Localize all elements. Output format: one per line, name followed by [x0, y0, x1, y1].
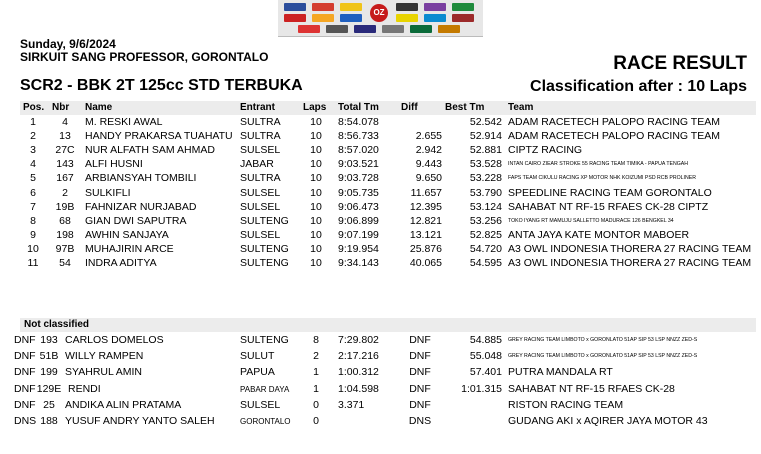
cell-laps: 10: [310, 257, 322, 269]
cell-laps: 1: [313, 382, 319, 395]
table-header: [20, 101, 756, 115]
cell-laps: 10: [310, 158, 322, 171]
not-classified-header: [20, 318, 756, 332]
cell-best: 53.790: [469, 186, 502, 199]
venue-name: SIRKUIT SANG PROFESSOR, GORONTALO: [20, 50, 269, 64]
cell-total: 2:17.216: [338, 350, 379, 363]
event-date: Sunday, 9/6/2024: [20, 37, 116, 51]
cell-team: RISTON RACING TEAM: [508, 398, 624, 411]
cell-nbr: 193: [40, 334, 58, 346]
cell-team: SAHABAT NT RF-15 RFAES CK-28: [508, 382, 675, 395]
cell-entrant: PAPUA: [240, 366, 275, 379]
cell-best: 1:01.315: [461, 382, 502, 395]
cell-pos: DNF: [14, 334, 36, 346]
sponsor-oz-logo: OZ: [370, 4, 388, 22]
cell-diff: 40.065: [409, 257, 442, 269]
sponsor-logo: [340, 14, 362, 22]
cell-diff: DNF: [409, 350, 431, 363]
sponsor-logo: [410, 25, 432, 33]
cell-team: GREY RACING TEAM LIMBOTO x GORONLATO 51AP SIP 53 LSP NNZZ ZED-S: [508, 353, 698, 360]
cell-pos: 2: [30, 130, 36, 143]
sponsor-logo: [326, 25, 348, 33]
cell-diff: 12.395: [409, 200, 442, 213]
cell-nbr: 19B: [55, 200, 75, 213]
table-row: [20, 116, 756, 131]
cell-nbr: 129E: [36, 382, 62, 395]
cell-name: WILLY RAMPEN: [65, 350, 144, 363]
col-laps: Laps: [303, 102, 327, 113]
cell-diff: DNS: [408, 415, 432, 427]
cell-pos: 7: [30, 200, 36, 213]
table-row: [20, 201, 756, 216]
cell-laps: 0: [313, 415, 319, 427]
cell-nbr: 167: [56, 172, 74, 185]
cell-team: SAHABAT NT RF-15 RFAES CK-28 CIPTZ: [508, 200, 709, 213]
cell-total: 8:56.733: [338, 130, 379, 143]
cell-nbr: 25: [43, 398, 55, 411]
col-team: Team: [508, 102, 534, 113]
cell-team: CIPTZ RACING: [508, 144, 583, 157]
cell-total: 9:03.521: [338, 158, 379, 171]
cell-pos: 4: [30, 158, 36, 171]
cell-nbr: 198: [56, 228, 74, 241]
cell-entrant: SULSEL: [240, 398, 281, 411]
cell-diff: 12.821: [409, 214, 442, 227]
cell-best: 53.256: [469, 214, 502, 227]
cell-total: 9:06.473: [338, 200, 379, 213]
cell-laps: 10: [310, 116, 322, 128]
cell-pos: DNS: [14, 415, 37, 427]
cell-best: 53.228: [469, 172, 502, 185]
sponsor-logo: [438, 25, 460, 33]
cell-entrant: SULSEL: [240, 228, 281, 241]
cell-entrant: SULTRA: [240, 130, 281, 143]
cell-name: HANDY PRAKARSA TUAHATU: [85, 130, 233, 143]
table-row: [20, 257, 756, 272]
cell-entrant: SULTENG: [240, 257, 289, 269]
cell-diff: DNF: [409, 366, 431, 379]
cell-name: SULKIFLI: [85, 186, 131, 199]
cell-total: 9:06.899: [338, 214, 379, 227]
cell-team: GREY RACING TEAM LIMBOTO x GORONLATO 51AP SIP 53 LSP NNZZ ZED-S: [508, 337, 698, 343]
cell-name: CARLOS DOMELOS: [65, 334, 164, 346]
cell-best: 52.542: [469, 116, 502, 128]
cell-diff: 13.121: [409, 228, 442, 241]
cell-nbr: 2: [62, 186, 68, 199]
cell-nbr: 97B: [55, 242, 75, 255]
cell-pos: 5: [30, 172, 36, 185]
cell-diff: DNF: [409, 382, 431, 395]
cell-name: RENDI: [68, 382, 101, 395]
cell-laps: 10: [310, 200, 322, 213]
cell-nbr: 54: [59, 257, 71, 269]
cell-best: 57.401: [469, 366, 502, 379]
sponsor-banner: [278, 0, 483, 37]
cell-pos: 10: [27, 242, 39, 255]
cell-team: A3 OWL INDONESIA THORERA 27 RACING TEAM: [508, 242, 752, 255]
cell-diff: DNF: [409, 334, 431, 346]
table-row: [14, 366, 756, 381]
cell-entrant: PABAR DAYA: [240, 384, 290, 394]
cell-name: FAHNIZAR NURJABAD: [85, 200, 197, 213]
sponsor-logo: [284, 14, 306, 22]
cell-team: ADAM RACETECH PALOPO RACING TEAM: [508, 116, 720, 128]
col-pos: Pos.: [23, 102, 45, 113]
cell-best: 52.881: [469, 144, 502, 157]
cell-name: GIAN DWI SAPUTRA: [85, 214, 187, 227]
table-row: [14, 334, 756, 349]
col-nbr: Nbr: [52, 102, 70, 113]
sponsor-logo: [452, 14, 474, 22]
cell-team: ADAM RACETECH PALOPO RACING TEAM: [508, 130, 720, 143]
cell-name: M. RESKI AWAL: [85, 116, 163, 128]
cell-total: 9:19.954: [338, 242, 379, 255]
cell-team: A3 OWL INDONESIA THORERA 27 RACING TEAM: [508, 257, 752, 269]
cell-team: SPEEDLINE RACING TEAM GORONTALO: [508, 186, 712, 199]
cell-best: 53.124: [469, 200, 502, 213]
cell-best: 54.595: [469, 257, 502, 269]
cell-diff: 11.657: [410, 186, 442, 199]
cell-entrant: SULTENG: [240, 214, 289, 227]
cell-entrant: SULTRA: [240, 116, 281, 128]
sponsor-logo: [354, 25, 376, 33]
cell-team: PUTRA MANDALA RT: [508, 366, 613, 379]
cell-pos: 11: [27, 257, 39, 269]
sponsor-logo: [340, 3, 362, 11]
table-row: [20, 158, 756, 173]
cell-entrant: SULTENG: [240, 242, 289, 255]
cell-best: 53.528: [469, 158, 502, 171]
cell-nbr: 13: [59, 130, 71, 143]
cell-name: ANDIKA ALIN PRATAMA: [65, 398, 182, 411]
cell-entrant: SULTENG: [240, 334, 289, 346]
sponsor-logo: [382, 25, 404, 33]
col-entrant: Entrant: [240, 102, 275, 113]
sponsor-logo: [396, 14, 418, 22]
cell-nbr: 68: [59, 214, 71, 227]
not-classified-label: Not classified: [24, 319, 90, 330]
cell-laps: 10: [310, 186, 322, 199]
cell-laps: 2: [313, 350, 319, 363]
table-row: [20, 229, 756, 244]
sponsor-logo: [312, 3, 334, 11]
cell-nbr: 27C: [55, 144, 75, 157]
sponsor-logo: [424, 3, 446, 11]
cell-best: 54.885: [469, 334, 502, 346]
cell-pos: 1: [30, 116, 36, 128]
cell-entrant: GORONTALO: [240, 417, 291, 426]
cell-diff: 9.650: [415, 172, 442, 185]
table-row: [20, 130, 756, 145]
cell-diff: DNF: [409, 398, 431, 411]
cell-diff: 2.942: [415, 144, 442, 157]
col-name: Name: [85, 102, 113, 113]
cell-laps: 10: [310, 172, 322, 185]
cell-nbr: 4: [62, 116, 68, 128]
sponsor-logo: [424, 14, 446, 22]
cell-pos: DNF: [14, 350, 36, 363]
cell-name: INDRA ADITYA: [85, 257, 157, 269]
cell-name: ALFI HUSNI: [85, 158, 143, 171]
cell-pos: 8: [30, 214, 36, 227]
cell-pos: 3: [30, 144, 36, 157]
cell-total: 9:07.199: [338, 228, 379, 241]
cell-pos: DNF: [14, 366, 36, 379]
cell-best: 52.914: [469, 130, 502, 143]
cell-name: NUR ALFATH SAM AHMAD: [85, 144, 215, 157]
table-row: [14, 382, 756, 398]
sponsor-logo: [298, 25, 320, 33]
event-name: SCR2 - BBK 2T 125cc STD TERBUKA: [20, 77, 303, 94]
cell-laps: 1: [313, 366, 319, 379]
cell-total: 7:29.802: [338, 334, 379, 346]
cell-laps: 10: [310, 214, 322, 227]
cell-best: 55.048: [469, 350, 502, 363]
cell-diff: 9.443: [415, 158, 442, 171]
cell-entrant: SULTRA: [240, 172, 281, 185]
cell-team: ANTA JAYA KATE MONTOR MABOER: [508, 228, 690, 241]
col-best: Best Tm: [445, 102, 485, 113]
cell-team: INTAN CAIRO ZIEAR STROKE 55 RACING TEAM TIMIKA - PAPUA TENGAH: [508, 161, 688, 168]
cell-entrant: SULSEL: [240, 144, 281, 157]
sponsor-logo: [452, 3, 474, 11]
cell-entrant: SULSEL: [240, 186, 281, 199]
col-diff: Diff: [401, 102, 418, 113]
cell-total: 1:04.598: [338, 382, 379, 395]
cell-best: 54.720: [469, 242, 502, 255]
cell-laps: 10: [310, 144, 322, 157]
document-title: RACE RESULT: [613, 53, 747, 74]
cell-entrant: SULSEL: [240, 200, 281, 213]
table-row: [20, 187, 756, 202]
cell-best: 52.825: [469, 228, 502, 241]
cell-nbr: 51B: [39, 350, 59, 363]
cell-pos: DNF: [14, 382, 36, 395]
cell-team: TOKO IYANG RT MAMUJU SALLETTO MADURACE 126 BENGKEL 34: [508, 217, 674, 224]
cell-laps: 10: [310, 130, 322, 143]
cell-pos: 9: [30, 228, 36, 241]
cell-team: FAPS TEAM CIKULU RACING XP MOTOR NHK KOIZUMI PSD RCB PROLINER: [508, 175, 696, 182]
sponsor-logo: [312, 14, 334, 22]
cell-nbr: 188: [40, 415, 58, 427]
sponsor-logo: [396, 3, 418, 11]
col-total: Total Tm: [338, 102, 379, 113]
table-row: [14, 398, 756, 414]
cell-laps: 8: [313, 334, 319, 346]
cell-diff: 2.655: [415, 130, 442, 143]
table-row: [20, 144, 756, 159]
cell-pos: DNF: [14, 398, 36, 411]
cell-total: 8:54.078: [338, 116, 379, 128]
cell-pos: 6: [30, 186, 36, 199]
cell-team: GUDANG AKI x AQIRER JAYA MOTOR 43: [508, 415, 708, 427]
cell-total: 3.371: [338, 398, 365, 411]
cell-nbr: 143: [56, 158, 74, 171]
cell-laps: 10: [310, 228, 322, 241]
classification-label: Classification after : 10 Laps: [530, 78, 747, 95]
table-row: [20, 215, 756, 230]
cell-name: YUSUF ANDRY YANTO SALEH: [65, 415, 215, 427]
cell-name: MUHAJIRIN ARCE: [85, 242, 174, 255]
cell-total: 9:34.143: [338, 257, 379, 269]
cell-name: AWHIN SANJAYA: [85, 228, 169, 241]
sponsor-logo: [284, 3, 306, 11]
cell-name: ARBIANSYAH TOMBILI: [85, 172, 197, 185]
cell-total: 1:00.312: [338, 366, 379, 379]
table-row: [14, 350, 756, 365]
cell-name: SYAHRUL AMIN: [65, 366, 143, 379]
cell-total: 9:03.728: [338, 172, 379, 185]
cell-total: 8:57.020: [338, 144, 379, 157]
cell-diff: 25.876: [409, 242, 442, 255]
table-row: [14, 415, 756, 430]
cell-nbr: 199: [40, 366, 58, 379]
cell-laps: 0: [313, 398, 319, 411]
cell-entrant: JABAR: [240, 158, 274, 171]
cell-entrant: SULUT: [240, 350, 275, 363]
table-row: [20, 172, 756, 187]
cell-laps: 10: [310, 242, 322, 255]
table-row: [20, 243, 756, 258]
cell-total: 9:05.735: [338, 186, 379, 199]
